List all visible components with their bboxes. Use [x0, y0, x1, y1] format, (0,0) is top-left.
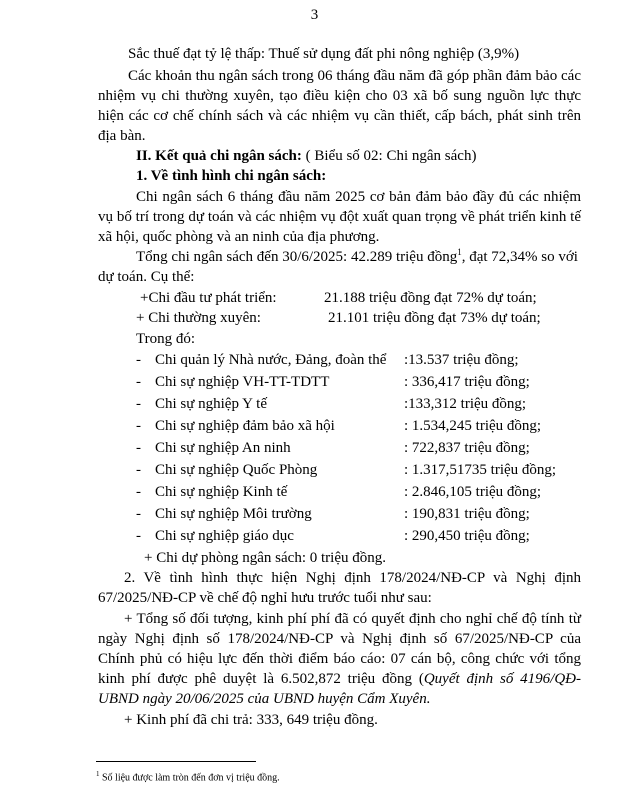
- list-item-dash: -: [136, 440, 141, 456]
- paragraph-line: dự toán. Cụ thể:: [98, 269, 195, 285]
- list-item-dash: -: [136, 374, 141, 390]
- paragraph-line: + Tổng số đối tượng, kinh phí phí đã có quyết định cho nghỉ chế độ tính từ: [124, 611, 581, 627]
- list-item-dash: -: [136, 462, 141, 478]
- paragraph-line: địa bàn.: [98, 128, 146, 144]
- list-item-value: :13.537 triệu đồng;: [404, 352, 519, 368]
- list-item-value: : 190,831 triệu đồng;: [404, 506, 530, 522]
- list-item-label: Chi sự nghiệp VH-TT-TDTT: [155, 374, 330, 390]
- list-item-label: Chi sự nghiệp Quốc Phòng: [155, 462, 318, 478]
- summary-label: + Chi thường xuyên:: [136, 310, 261, 326]
- decision-reference: Quyết định số 4196/QĐ-: [423, 671, 581, 687]
- page-number: 3: [310, 7, 319, 23]
- approved-funds-text: kinh phí được phê duyệt là 6.502,872 triệu đồng (: [98, 671, 424, 687]
- list-item-value: : 722,837 triệu đồng;: [404, 440, 530, 456]
- footnote-divider: [96, 761, 256, 762]
- footnote-text: Số liệu được làm tròn đến đơn vị triệu đồng.: [102, 772, 280, 784]
- list-item-value: :133,312 triệu đồng;: [404, 396, 527, 412]
- list-item-label: Chi sự nghiệp Y tế: [155, 396, 268, 412]
- list-item-value: : 1.534,245 triệu đồng;: [404, 418, 542, 434]
- paragraph-line: Chính phủ có hiệu lực đến thời điểm báo cáo: 07 cán bộ, công chức với tổng: [98, 651, 581, 667]
- list-item-dash: -: [136, 418, 141, 434]
- list-item-dash: -: [136, 506, 141, 522]
- list-item-label: Chi sự nghiệp An ninh: [155, 440, 291, 456]
- tax-rate-line: Sắc thuế đạt tỷ lệ thấp: Thuế sử dụng đất phi nông nghiệp (3,9%): [128, 46, 520, 62]
- list-item-label: Chi sự nghiệp Môi trường: [155, 506, 312, 522]
- list-item-label: Chi quản lý Nhà nước, Đảng, đoàn thể: [155, 352, 387, 368]
- paragraph-line: 2. Về tình hình thực hiện Nghị định 178/2024/NĐ-CP và Nghị định: [124, 570, 581, 586]
- list-item-dash: -: [136, 396, 141, 412]
- list-item-label: Chi sự nghiệp Kinh tế: [155, 484, 288, 500]
- paragraph-line: nhiệm vụ chi thường xuyên, tạo điều kiện cho 03 xã bố sung nguồn lực thực: [98, 88, 581, 104]
- reserve-spending-line: + Chi dự phòng ngân sách: 0 triệu đồng.: [144, 550, 386, 566]
- section-heading-ii-title: II. Kết quả chi ngân sách:: [136, 148, 302, 164]
- list-item-dash: -: [136, 528, 141, 544]
- subsection-heading-1: 1. Về tình hình chi ngân sách:: [136, 168, 327, 184]
- list-item-value: : 336,417 triệu đồng;: [404, 374, 530, 390]
- summary-label: +Chi đầu tư phát triển:: [140, 290, 277, 306]
- total-spending-rate: , đạt 72,34% so với: [461, 249, 578, 265]
- list-item-label: Chi sự nghiệp giáo dục: [155, 528, 294, 544]
- footnote-marker: 1: [96, 770, 100, 778]
- summary-value: 21.101 triệu đồng đạt 73% dự toán;: [328, 310, 541, 326]
- summary-value: 21.188 triệu đồng đạt 72% dự toán;: [324, 290, 537, 306]
- paid-funds-line: + Kinh phí đã chi trả: 333, 649 triệu đồng.: [124, 712, 378, 728]
- section-heading-ii-note: ( Biểu số 02: Chi ngân sách): [301, 148, 477, 164]
- trong-do-label: Trong đó:: [136, 331, 196, 347]
- paragraph-line: Các khoản thu ngân sách trong 06 tháng đầu năm đã góp phần đảm bảo các: [128, 68, 581, 84]
- total-spending-text: Tổng chi ngân sách đến 30/6/2025: 42.289 triệu đồng: [136, 249, 458, 265]
- list-item-value: : 290,450 triệu đồng;: [404, 528, 530, 544]
- list-item-dash: -: [136, 484, 141, 500]
- paragraph-line: 67/2025/NĐ-CP về chế độ nghỉ hưu trước tuổi như sau:: [98, 590, 432, 606]
- list-item-label: Chi sự nghiệp đảm bảo xã hội: [155, 418, 335, 434]
- list-item-dash: -: [136, 352, 141, 368]
- paragraph-line: Chi ngân sách 6 tháng đầu năm 2025 cơ bản đảm bảo đầy đủ các nhiệm: [136, 189, 581, 205]
- list-item-value: : 1.317,51735 triệu đồng;: [404, 462, 557, 478]
- footnote: [96, 768, 280, 784]
- paragraph-line: hiện các cơ chế chính sách và các nhiệm vụ cần thiết, cấp bách, phát sinh trên: [98, 108, 581, 124]
- paragraph-line: vụ bố trí trong dự toán và các nhiệm vụ đột xuất quan trọng về phát triển kinh tế: [98, 209, 581, 225]
- paragraph-line: xã hội, quốc phòng và an ninh của địa phương.: [98, 229, 380, 245]
- total-spending-line: [136, 248, 581, 267]
- section-heading-ii: [136, 147, 476, 166]
- decision-reference-cont: UBND ngày 20/06/2025 của UBND huyện Cẩm Xuyên.: [98, 691, 431, 707]
- footnote-ref: 1: [457, 247, 462, 257]
- paragraph-line: [98, 670, 581, 689]
- list-item-value: : 2.846,105 triệu đồng;: [404, 484, 542, 500]
- paragraph-line: ngày Nghị định số 178/2024/NĐ-CP và Nghị định số 67/2025/NĐ-CP của: [98, 631, 581, 647]
